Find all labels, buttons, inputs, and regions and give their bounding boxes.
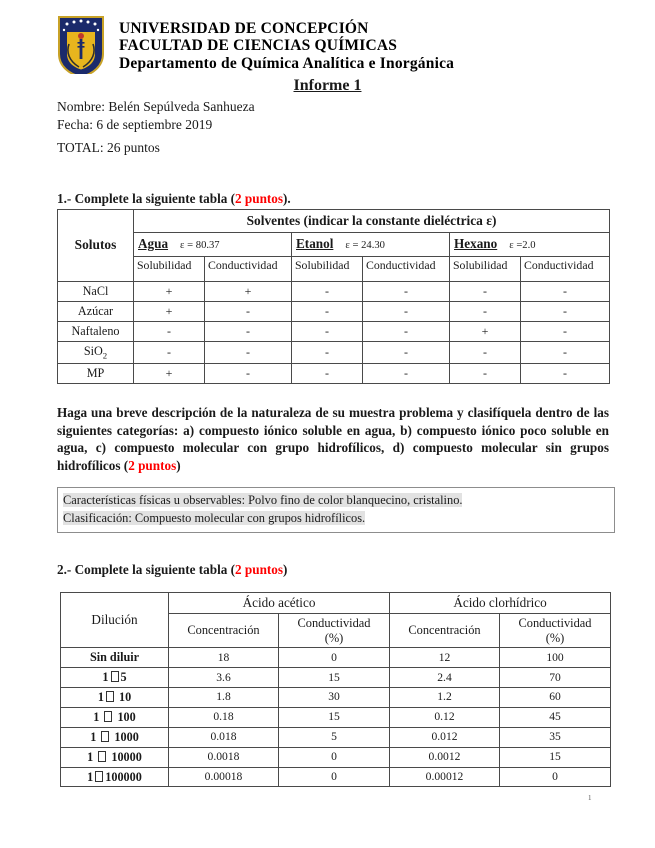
- table1-solvent-etanol-epsilon: ε = 24.30: [345, 240, 385, 252]
- table-row: [58, 302, 610, 322]
- free-response-prompt: [57, 404, 609, 474]
- table1-subheader-0: Solubilidad: [134, 257, 205, 282]
- table1-solvent-agua-epsilon: ε = 80.37: [180, 240, 220, 252]
- table1-row-label: [58, 341, 134, 363]
- table2-body: [61, 648, 611, 787]
- table2-cell: 30: [279, 688, 390, 708]
- page-number: 1: [588, 794, 592, 802]
- total-points: TOTAL: 26 puntos: [57, 140, 160, 155]
- table1-body: [58, 282, 610, 384]
- table2-cell: 1.8: [169, 688, 279, 708]
- table1-cell: -: [134, 341, 205, 363]
- table1-subheader-4: Solubilidad: [450, 257, 521, 282]
- letterhead-line-university: UNIVERSIDAD DE CONCEPCIÓN: [119, 20, 369, 37]
- table2-cell: 60: [500, 688, 611, 708]
- letterhead-text: [119, 16, 455, 72]
- table1-subheader-2: Solubilidad: [292, 257, 363, 282]
- table2-cell: 15: [279, 668, 390, 688]
- university-crest-icon: [57, 16, 105, 78]
- table2-header-dilucion: Dilución: [61, 593, 169, 648]
- table1-subheader-3: Conductividad: [363, 257, 450, 282]
- table1-cell: -: [292, 302, 363, 322]
- table1-header-row-1: [58, 210, 610, 233]
- table1-cell: -: [292, 341, 363, 363]
- table1-solvent-hexano-name: Hexano: [454, 236, 498, 252]
- table1-cell: -: [205, 302, 292, 322]
- table2-subheader-2-main: Concentración: [408, 623, 481, 638]
- table2-subheader-1-unit: (%): [324, 630, 344, 645]
- table1-cell: +: [450, 321, 521, 341]
- table-row: [61, 688, 611, 708]
- table-row: [61, 668, 611, 688]
- table1-cell: -: [292, 282, 363, 302]
- table2-row-label: [61, 707, 169, 727]
- free-response-points: 2 puntos: [128, 457, 177, 473]
- page-title: Informe 1: [0, 74, 655, 97]
- table2-cell: 0: [279, 747, 390, 767]
- table2-cell: 0.0012: [390, 747, 500, 767]
- table2-cell: 45: [500, 707, 611, 727]
- table2-group-acido-acetico: Ácido acético: [169, 593, 390, 614]
- table2-cell: 0: [500, 767, 611, 787]
- table1-solvent-agua: [134, 233, 292, 257]
- table2-row-label-part: 1: [90, 729, 100, 744]
- table1-cell: -: [450, 302, 521, 322]
- missing-glyph-icon: [111, 671, 119, 682]
- table1-cell: -: [134, 321, 205, 341]
- answer-line-characteristics: [63, 492, 609, 510]
- question-1-suffix: ).: [283, 191, 291, 206]
- table1-solvent-hexano-epsilon: ε =2.0: [509, 240, 536, 252]
- answer-line-1-text: Características físicas u observables: Polvo fino de color blanquecino, cristalino.: [63, 493, 463, 507]
- table1-subheader-1: Conductividad: [205, 257, 292, 282]
- table2-cell: 0: [279, 767, 390, 787]
- table2-row-label: [61, 688, 169, 708]
- table-row: [58, 341, 610, 363]
- table2-cell: 35: [500, 727, 611, 747]
- table1-row-label-text: Azúcar: [77, 304, 114, 319]
- table2-row-label-part: Sin diluir: [89, 650, 140, 665]
- table2-subheader-0: [169, 614, 279, 648]
- table1-cell: -: [450, 341, 521, 363]
- table1-cell: -: [363, 282, 450, 302]
- table1-cell: -: [521, 302, 610, 322]
- table2-cell: 18: [169, 648, 279, 668]
- table2-row-label: [61, 727, 169, 747]
- table1-cell: -: [205, 341, 292, 363]
- table1-cell: +: [134, 282, 205, 302]
- table1-cell: -: [521, 282, 610, 302]
- table2-subheader-1-main: Conductividad: [297, 616, 371, 631]
- question-2-prompt: [57, 562, 287, 578]
- question-2-points: 2 puntos: [235, 562, 284, 577]
- table1-cell: -: [363, 302, 450, 322]
- table2-cell: 0.018: [169, 727, 279, 747]
- table2-cell: 0: [279, 648, 390, 668]
- table1-row-label-text: Naftaleno: [71, 323, 120, 338]
- table1-cell: -: [205, 363, 292, 383]
- table1-row-label: [58, 302, 134, 322]
- table2-row-label-part: 1: [102, 670, 109, 685]
- missing-glyph-icon: [106, 691, 114, 702]
- missing-glyph-icon: [95, 771, 103, 782]
- free-response-text-after: ): [176, 457, 181, 473]
- table2-cell: 1.2: [390, 688, 500, 708]
- table1-cell: -: [450, 363, 521, 383]
- table1-row-label: [58, 363, 134, 383]
- table2-cell: 0.00012: [390, 767, 500, 787]
- table2-cell: 100: [500, 648, 611, 668]
- table1-cell: -: [205, 321, 292, 341]
- missing-glyph-icon: [98, 751, 106, 762]
- table2-row-label-part: 1: [87, 749, 97, 764]
- student-meta: [57, 98, 255, 134]
- student-name: Nombre: Belén Sepúlveda Sanhueza: [57, 99, 255, 114]
- table2-row-label-part: 100: [114, 709, 136, 724]
- table1-solvent-hexano: [450, 233, 610, 257]
- table2-cell: 12: [390, 648, 500, 668]
- table1-row-label-text: MP: [86, 365, 105, 380]
- table1-cell: -: [363, 321, 450, 341]
- table1-header-row-2: [58, 233, 610, 257]
- table2-row-label-part: 10: [115, 690, 132, 705]
- table1-cell: +: [134, 363, 205, 383]
- table2-row-label: [61, 668, 169, 688]
- table1-cell: -: [450, 282, 521, 302]
- table2-row-label-part: 100000: [105, 769, 142, 784]
- table2-group-acido-clorhidrico: Ácido clorhídrico: [390, 593, 611, 614]
- table1-row-label: [58, 321, 134, 341]
- dilution-conductivity-table: [60, 592, 611, 787]
- answer-line-2-text: Clasificación: Compuesto molecular con grupos hidrofílicos.: [63, 510, 366, 525]
- table1-cell: -: [521, 321, 610, 341]
- table1-cell: -: [521, 363, 610, 383]
- table-row: [61, 707, 611, 727]
- free-response-text: Haga una breve descripción de la naturaleza de su muestra problema y clasifíquela dentro de las siguientes categorías: a) compuesto iónico soluble en agua, b) compuesto iónico poco soluble en agua, c) compuesto molecular con grupo hidrofílicos, d) compuesto molecular sin grupos hidrofílicos (: [57, 405, 609, 473]
- student-answer-box[interactable]: [57, 487, 615, 533]
- solubility-conductivity-table: [57, 209, 610, 384]
- question-1-points: 2 puntos: [235, 191, 284, 206]
- table2-row-label-part: 1000: [111, 729, 139, 744]
- table2-subheader-1: [279, 614, 390, 648]
- table2-cell: 2.4: [390, 668, 500, 688]
- table-row: [58, 363, 610, 383]
- table1-header-solventes: Solventes (indicar la constante dieléctrica ε): [134, 210, 610, 233]
- table-row: [58, 282, 610, 302]
- table2-cell: 70: [500, 668, 611, 688]
- table2-cell: 15: [279, 707, 390, 727]
- table2-subheader-0-main: Concentración: [187, 623, 260, 638]
- table2-row-label: [61, 747, 169, 767]
- table2-cell: 5: [279, 727, 390, 747]
- table1-header-solutos: Solutos: [58, 210, 134, 282]
- report-date: Fecha: 6 de septiembre 2019: [57, 117, 213, 133]
- letterhead: [57, 16, 597, 78]
- table-row: [61, 747, 611, 767]
- table1-cell: -: [292, 363, 363, 383]
- table2-subheader-3: [500, 614, 611, 648]
- question-2-suffix: ): [283, 562, 288, 577]
- table1-cell: +: [205, 282, 292, 302]
- question-1-prefix: 1.- Complete la siguiente tabla (: [57, 191, 236, 206]
- table2-header-row-1: [61, 593, 611, 614]
- table1-solvent-agua-name: Agua: [138, 236, 169, 252]
- letterhead-line-department: Departamento de Química Analítica e Inorgánica: [119, 54, 455, 72]
- table1-row-label-text: NaCl: [82, 284, 109, 299]
- missing-glyph-icon: [101, 731, 109, 742]
- table1-row-label-subscript: 2: [102, 350, 108, 361]
- table-row: [61, 648, 611, 668]
- letterhead-line-faculty: FACULTAD DE CIENCIAS QUÍMICAS: [119, 37, 398, 55]
- table2-row-label-part: 5: [120, 670, 127, 685]
- table2-row-label: [61, 767, 169, 787]
- table-row: [58, 321, 610, 341]
- table1-row-label: [58, 282, 134, 302]
- table2-cell: 0.00018: [169, 767, 279, 787]
- question-1-prompt: [57, 191, 291, 207]
- table1-cell: +: [134, 302, 205, 322]
- table1-row-label-text: SiO: [83, 343, 103, 358]
- table2-row-label-part: 1: [97, 690, 104, 705]
- table2-subheader-3-main: Conductividad: [518, 616, 592, 631]
- missing-glyph-icon: [104, 711, 112, 722]
- table2-cell: 0.012: [390, 727, 500, 747]
- table1-cell: -: [292, 321, 363, 341]
- table1-cell: -: [363, 341, 450, 363]
- table2-cell: 0.0018: [169, 747, 279, 767]
- table2-row-label: [61, 648, 169, 668]
- table2-row-label-part: 1: [87, 769, 94, 784]
- table-row: [61, 727, 611, 747]
- table1-header-row-3: [58, 257, 610, 282]
- table-row: [61, 767, 611, 787]
- table1-solvent-etanol-name: Etanol: [296, 236, 334, 252]
- table2-row-label-part: 1: [93, 709, 103, 724]
- answer-line-classification: [63, 510, 609, 528]
- table1-subheader-5: Conductividad: [521, 257, 610, 282]
- question-2-prefix: 2.- Complete la siguiente tabla (: [57, 562, 236, 577]
- table2-cell: 0.18: [169, 707, 279, 727]
- table1-cell: -: [363, 363, 450, 383]
- table1-solvent-etanol: [292, 233, 450, 257]
- table1-cell: -: [521, 341, 610, 363]
- table2-cell: 0.12: [390, 707, 500, 727]
- table2-subheader-3-unit: (%): [545, 630, 565, 645]
- table2-row-label-part: 10000: [108, 749, 142, 764]
- table2-cell: 3.6: [169, 668, 279, 688]
- table2-cell: 15: [500, 747, 611, 767]
- table2-subheader-2: [390, 614, 500, 648]
